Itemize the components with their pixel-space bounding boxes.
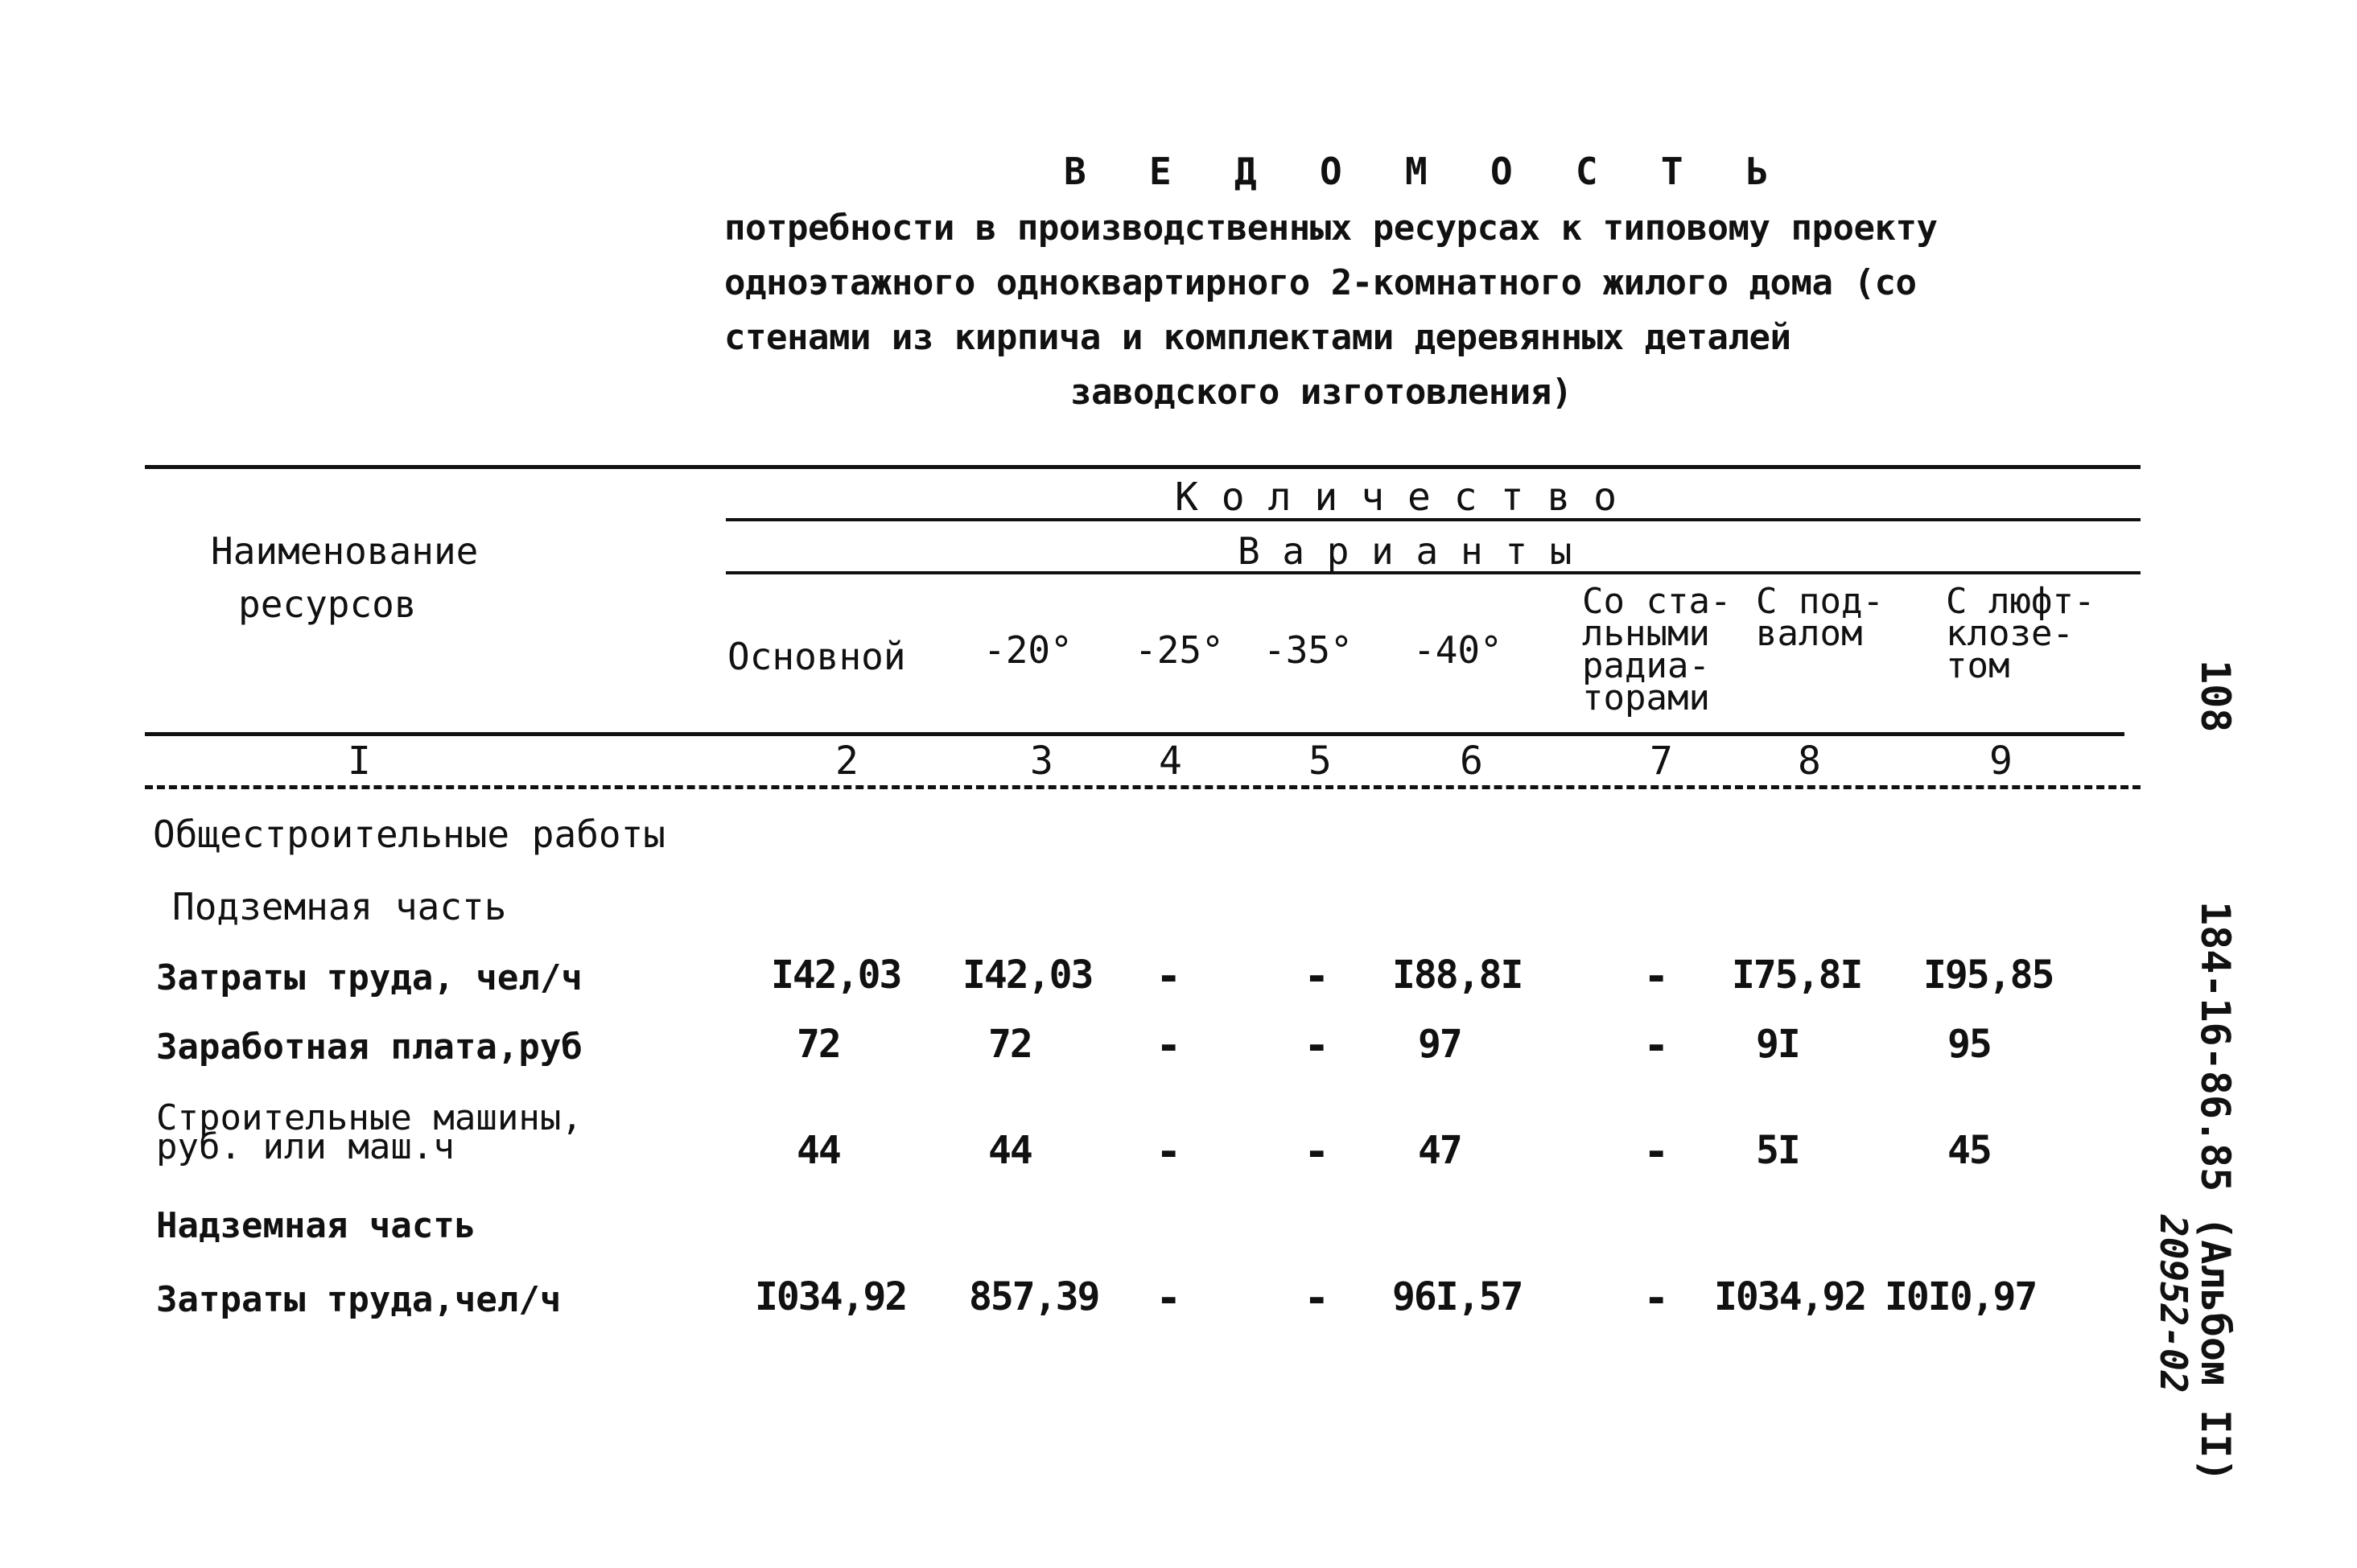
- table-cell: I75,8I: [1732, 953, 1862, 998]
- table-cell: -: [1156, 1273, 1182, 1323]
- column-number-7: 7: [1650, 739, 1673, 784]
- table-cell: 45: [1947, 1128, 1991, 1173]
- subsection-title-underground: Подземная часть: [172, 885, 507, 928]
- side-document-number: 20952-02: [2152, 1215, 2195, 1393]
- table-cell: I88,8I: [1392, 953, 1523, 998]
- table-cell: -: [1304, 1273, 1330, 1323]
- column-label-minus-25: -25°: [1135, 628, 1224, 672]
- table-top-rule: [145, 465, 2141, 469]
- resource-header-line-1: Наименование: [211, 529, 479, 573]
- table-cell: 72: [797, 1022, 840, 1067]
- page-number: 108: [2192, 660, 2239, 733]
- column-label-closet-3: том: [1946, 645, 2010, 686]
- table-cell: 44: [988, 1128, 1032, 1173]
- column-label-steel-radiators-3: радиа-: [1582, 645, 1710, 686]
- subtitle-line-2: одноэтажного одноквартирного 2-комнатного жилого дома (со: [724, 262, 1917, 303]
- table-cell: 47: [1418, 1128, 1461, 1173]
- quantity-header: К о л и ч е с т в о: [1175, 475, 1617, 520]
- table-cell: -: [1156, 1020, 1182, 1071]
- column-label-minus-35: -35°: [1263, 628, 1353, 672]
- column-label-osnovnoy: Основной: [727, 635, 906, 678]
- column-label-closet-2: клозе-: [1946, 613, 2074, 654]
- table-cell: -: [1156, 951, 1182, 1002]
- subtitle-line-4: заводского изготовления): [1070, 372, 1572, 413]
- column-number-2: 2: [835, 739, 859, 784]
- table-cell: I034,92: [1714, 1274, 1866, 1319]
- table-cell: 5I: [1756, 1128, 1799, 1173]
- column-label-closet-1: С люфт-: [1946, 581, 2095, 622]
- resource-header-line-2: ресурсов: [238, 582, 417, 626]
- table-cell: -: [1156, 1126, 1182, 1177]
- header-bottom-rule: [145, 732, 2124, 736]
- table-cell: I95,85: [1923, 953, 2054, 998]
- subtitle-line-3: стенами из кирпича и комплектами деревянных деталей: [724, 317, 1791, 358]
- table-cell: -: [1304, 1126, 1330, 1177]
- document-title: В Е Д О М О С Т Ь: [1064, 150, 1789, 193]
- column-number-5: 5: [1308, 739, 1332, 784]
- table-cell: 44: [797, 1128, 840, 1173]
- table-cell: 9I: [1756, 1022, 1799, 1067]
- column-numbers-dashed-rule: [145, 785, 2141, 789]
- row-label-labour-aboveground: Затраты труда,чел/ч: [156, 1279, 562, 1320]
- column-label-minus-20: -20°: [983, 628, 1073, 672]
- subsection-title-aboveground: Надземная часть: [156, 1205, 476, 1246]
- row-label-labour-underground: Затраты труда, чел/ч: [156, 957, 583, 998]
- column-label-minus-40: -40°: [1413, 628, 1502, 672]
- column-number-8: 8: [1798, 739, 1821, 784]
- row-label-machines-line-2: руб. или маш.ч: [156, 1126, 455, 1167]
- table-cell: -: [1304, 951, 1330, 1002]
- row-label-wages: Заработная плата,руб: [156, 1027, 583, 1068]
- column-label-steel-radiators-4: торами: [1582, 677, 1710, 718]
- column-number-1: I: [348, 739, 371, 784]
- section-title: Общестроительные работы: [153, 813, 665, 856]
- column-label-steel-radiators-2: льными: [1582, 613, 1710, 654]
- table-cell: 96I,57: [1392, 1274, 1523, 1319]
- side-document-code: 184-16-86.85 (Альбом II): [2192, 901, 2239, 1483]
- table-cell: 857,39: [969, 1274, 1099, 1319]
- column-label-basement-2: валом: [1756, 613, 1863, 654]
- column-number-4: 4: [1159, 739, 1182, 784]
- table-cell: I034,92: [755, 1274, 907, 1319]
- table-cell: -: [1643, 1126, 1670, 1177]
- table-cell: I42,03: [962, 953, 1093, 998]
- table-cell: -: [1643, 1020, 1670, 1071]
- column-number-3: 3: [1030, 739, 1053, 784]
- column-label-basement-1: С под-: [1756, 581, 1884, 622]
- column-number-6: 6: [1460, 739, 1483, 784]
- table-cell: I0I0,97: [1885, 1274, 2037, 1319]
- table-cell: 72: [988, 1022, 1032, 1067]
- table-cell: -: [1643, 1273, 1670, 1323]
- table-cell: -: [1643, 951, 1670, 1002]
- row-label-machines-line-1: Строительные машины,: [156, 1097, 583, 1138]
- subtitle-line-1: потребности в производственных ресурсах к типовому проекту: [724, 208, 1938, 249]
- table-cell: I42,03: [771, 953, 901, 998]
- column-label-steel-radiators-1: Со ста-: [1582, 581, 1732, 622]
- column-number-9: 9: [1989, 739, 2013, 784]
- table-cell: 97: [1418, 1022, 1461, 1067]
- table-cell: 95: [1947, 1022, 1991, 1067]
- table-cell: -: [1304, 1020, 1330, 1071]
- variants-header: В а р и а н т ы: [1238, 529, 1572, 573]
